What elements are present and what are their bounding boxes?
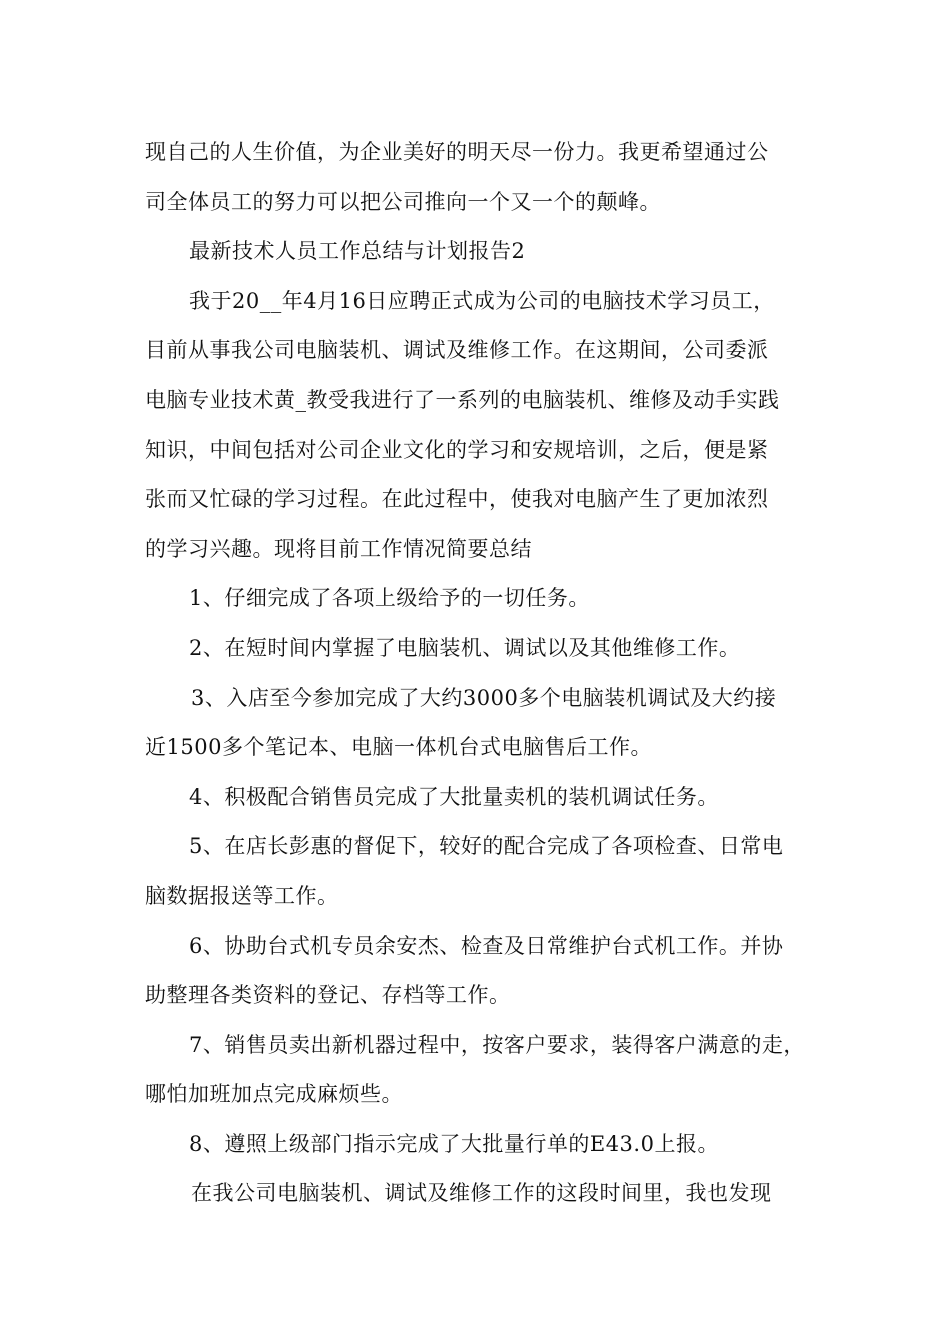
text-line: 电脑专业技术黄_教受我进行了一系列的电脑装机、维修及动手实践	[145, 387, 780, 412]
list-item: 2、在短时间内掌握了电脑装机、调试以及其他维修工作。	[189, 635, 741, 660]
list-item: 6、协助台式机专员余安杰、检查及日常维护台式机工作。并协	[189, 933, 784, 958]
list-item: 5、在店长彭惠的督促下，较好的配合完成了各项检查、日常电	[189, 834, 784, 859]
text-line: 我于20__年4月16日应聘正式成为公司的电脑技术学习员工，	[189, 288, 775, 313]
document-body	[145, 128, 825, 1219]
list-item: 3、入店至今参加完成了大约3000多个电脑装机调试及大约接	[191, 685, 777, 710]
list-item: 7、销售员卖出新机器过程中，按客户要求，装得客户满意的走，	[189, 1032, 805, 1057]
list-item: 8、遵照上级部门指示完成了大批量行单的E43.0上报。	[189, 1131, 719, 1156]
text-line: 目前从事我公司电脑装机、调试及维修工作。在这期间，公司委派	[145, 338, 769, 363]
list-item: 1、仔细完成了各项上级给予的一切任务。	[189, 586, 590, 611]
text-line: 脑数据报送等工作。	[145, 883, 339, 908]
text-line: 助整理各类资料的登记、存档等工作。	[145, 983, 511, 1008]
text-line: 司全体员工的努力可以把公司推向一个又一个的颠峰。	[145, 189, 661, 214]
text-line: 知识，中间包括对公司企业文化的学习和安规培训，之后，便是紧	[145, 437, 769, 462]
text-line: 的学习兴趣。现将目前工作情况简要总结	[145, 536, 532, 561]
text-line: 现自己的人生价值，为企业美好的明天尽一份力。我更希望通过公	[145, 140, 769, 164]
list-item: 4、积极配合销售员完成了大批量卖机的装机调试任务。	[189, 784, 719, 809]
text-line: 哪怕加班加点完成麻烦些。	[145, 1082, 403, 1107]
section-heading: 最新技术人员工作总结与计划报告2	[189, 239, 526, 264]
text-line: 张而又忙碌的学习过程。在此过程中，使我对电脑产生了更加浓烈	[145, 487, 769, 512]
text-line: 在我公司电脑装机、调试及维修工作的这段时间里，我也发现	[191, 1181, 772, 1206]
text-line: 近1500多个笔记本、电脑一体机台式电脑售后工作。	[145, 735, 652, 760]
